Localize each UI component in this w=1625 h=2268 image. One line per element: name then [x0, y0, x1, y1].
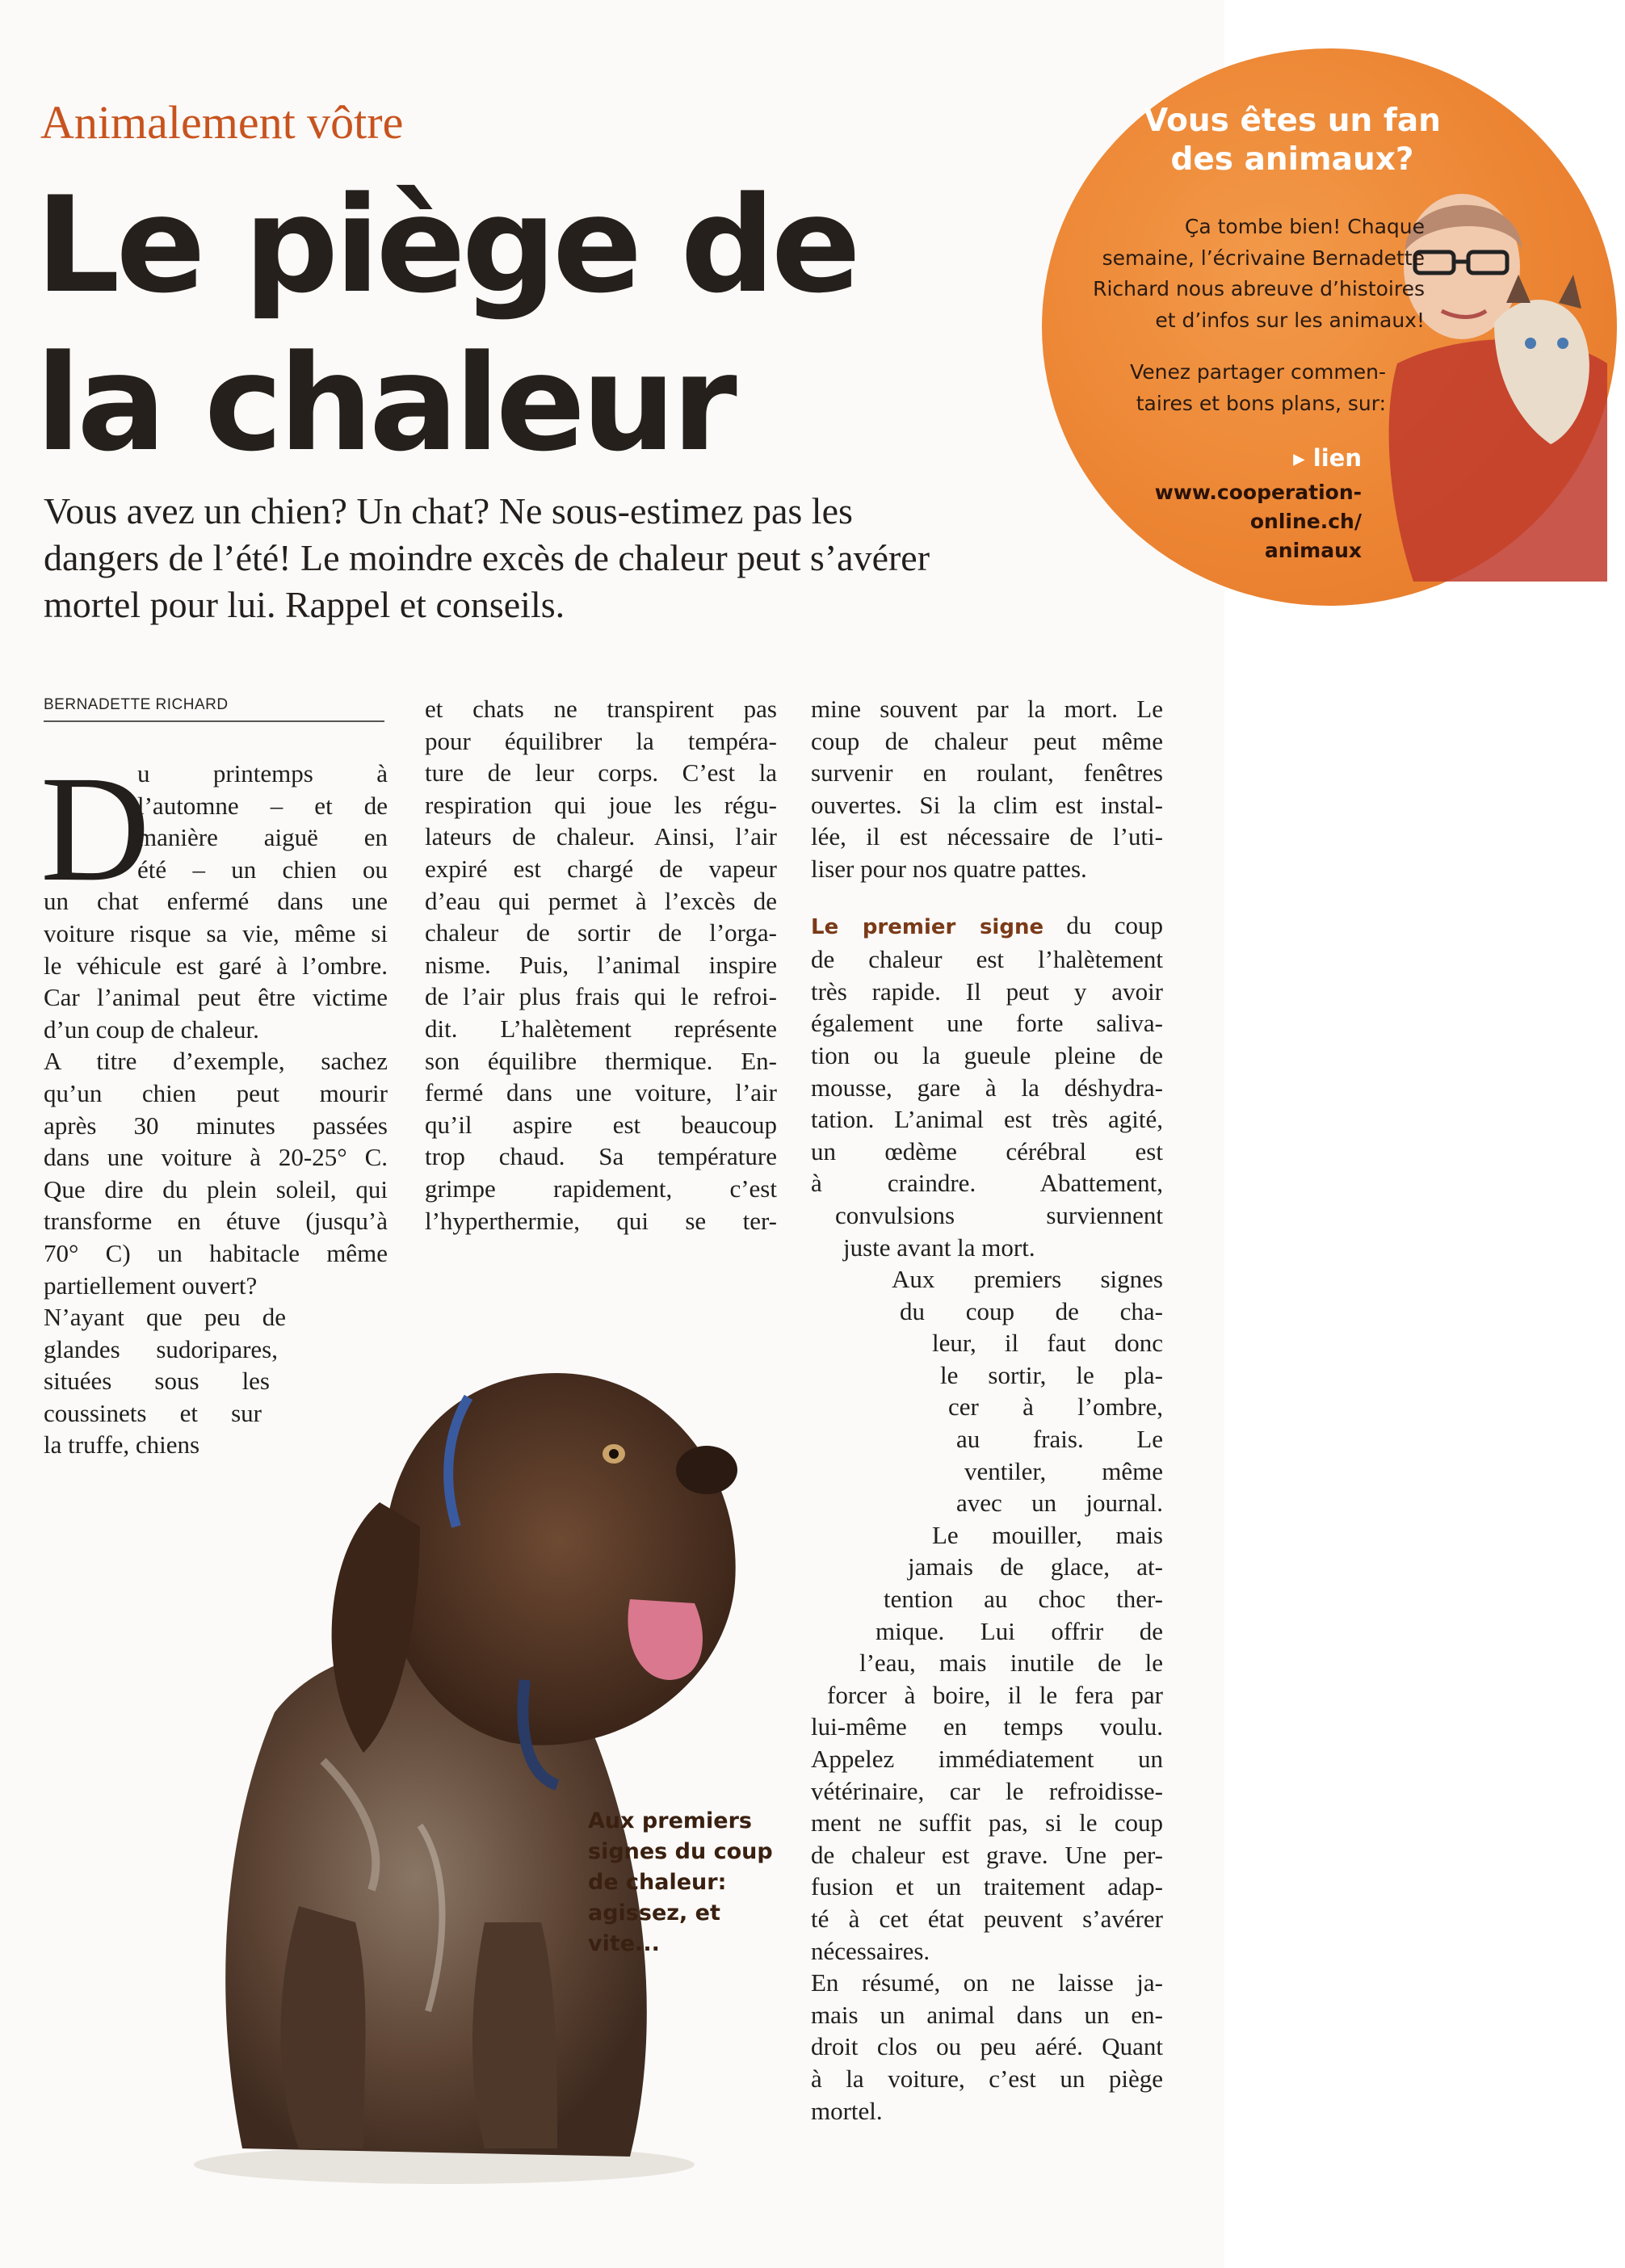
text-line: l’hyperthermie, qui se ter- — [425, 1206, 777, 1235]
text-line: mine souvent par la mort. Le — [811, 695, 1163, 723]
text-line: trop chaud. Sa température — [425, 1142, 777, 1171]
paragraph-first-line — [811, 909, 1163, 944]
caption-line: signes du coup — [588, 1839, 773, 1864]
text-line: glandes sudoripares, — [44, 1334, 278, 1363]
promo-text-line: Ça tombe bien! Chaque — [1184, 215, 1425, 238]
text-line: forcer à boire, il le fera par — [827, 1680, 1163, 1709]
photo-caption — [588, 1806, 773, 1959]
text-line: qu’il aspire est beaucoup — [425, 1110, 777, 1139]
text-line: lée, il est nécessaire de l’uti- — [811, 822, 1163, 851]
text-line: le sortir, le pla- — [940, 1360, 1163, 1389]
text-line: et chats ne transpirent pas — [425, 695, 777, 723]
text-line: droit clos ou peu aéré. Quant — [811, 2032, 1163, 2061]
promo-cta-line: Venez partager commen- — [1130, 360, 1386, 384]
lead-line: mortel pour lui. Rappel et conseils. — [44, 584, 565, 625]
text-line: En résumé, on ne laisse ja- — [811, 1968, 1163, 1997]
text-line: juste avant la mort. — [843, 1233, 1035, 1262]
promo-url-line[interactable]: www.cooperation- — [1154, 481, 1362, 504]
paragraph-text: du coup — [1043, 910, 1163, 939]
text-line: fusion et un traitement adap- — [811, 1872, 1163, 1901]
text-line: ouvertes. Si la clim est instal- — [811, 790, 1163, 819]
text-line: leur, il faut donc — [932, 1329, 1163, 1358]
text-line: A titre d’exemple, sachez — [44, 1047, 388, 1076]
byline: BERNADETTE RICHARD — [44, 696, 384, 722]
text-line: dit. L’halètement représente — [425, 1014, 777, 1043]
text-line: chaleur de sortir de l’orga- — [425, 918, 777, 947]
text-line: u printemps à — [137, 759, 388, 788]
promo-text-line: semaine, l’écrivaine Bernadette — [1102, 246, 1425, 270]
promo-title-line: Vous êtes un fan — [1144, 103, 1441, 139]
text-line: pour équilibrer la tempéra- — [425, 726, 777, 755]
text-line: expiré est chargé de vapeur — [425, 854, 777, 883]
text-line: mais un animal dans un en- — [811, 2000, 1163, 2029]
text-line: de chaleur est l’halètement — [811, 945, 1163, 974]
text-line: partiellement ouvert? — [44, 1270, 258, 1300]
text-line: à la voiture, c’est un piège — [811, 2064, 1163, 2093]
text-line: survenir en roulant, fenêtres — [811, 758, 1163, 788]
text-line: voiture risque sa vie, même si — [44, 918, 388, 947]
column-2 — [425, 693, 777, 1237]
text-line: à craindre. Abattement, — [811, 1169, 1163, 1198]
promo-text-line: et d’infos sur les animaux! — [1155, 308, 1425, 332]
caption-line: vite... — [588, 1931, 660, 1956]
text-line: grimpe rapidement, c’est — [425, 1174, 777, 1203]
text-line: le véhicule est garé à l’ombre. — [44, 951, 388, 980]
caption-line: Aux premiers — [588, 1808, 752, 1833]
text-line: lui-même en temps voulu. — [811, 1712, 1163, 1741]
text-line: son équilibre thermique. En- — [425, 1046, 777, 1075]
text-line: manière aiguë en — [137, 823, 388, 852]
text-line: nécessaires. — [811, 1936, 930, 1965]
text-line: dans une voiture à 20-25° C. — [44, 1143, 388, 1172]
text-line: également une forte saliva- — [811, 1009, 1163, 1038]
text-line: vétérinaire, car le refroidisse- — [811, 1776, 1163, 1805]
text-line: tation. L’animal est très agité, — [811, 1105, 1163, 1134]
text-line: avec un journal. — [956, 1489, 1163, 1518]
lead-line: dangers de l’été! Le moindre excès de chaleur peut s’avérer — [44, 537, 930, 578]
text-line: respiration qui joue les régu- — [425, 790, 777, 819]
text-line: ventiler, même — [964, 1456, 1163, 1485]
text-line: au frais. Le — [956, 1425, 1163, 1454]
text-line: très rapide. Il peut y avoir — [811, 976, 1163, 1006]
dog-photo — [178, 1260, 905, 2197]
article-lead — [44, 488, 1094, 628]
text-line: du coup de cha- — [900, 1296, 1163, 1325]
promo-url-link[interactable] — [1050, 478, 1362, 565]
text-line: Appelez immédiatement un — [811, 1745, 1163, 1773]
promo-cta — [1047, 357, 1386, 419]
text-line: l’automne – et de — [137, 791, 388, 820]
text-line: ment ne suffit pas, si le coup — [811, 1808, 1163, 1838]
promo-url-line[interactable]: online.ch/ — [1249, 510, 1362, 533]
drop-cap: D — [40, 744, 150, 913]
promo-cta-line: taires et bons plans, sur: — [1136, 391, 1386, 415]
text-line: tention au choc ther- — [884, 1585, 1163, 1614]
text-line: après 30 minutes passées — [44, 1111, 388, 1140]
text-line: coussinets et sur — [44, 1398, 262, 1427]
caption-line: agissez, et — [588, 1900, 720, 1926]
text-line: de chaleur est grave. Une per- — [811, 1840, 1163, 1869]
text-line: 70° C) un habitacle même — [44, 1238, 388, 1267]
text-line: d’eau qui permet à l’excès de — [425, 886, 777, 915]
text-line: nisme. Puis, l’animal inspire — [425, 950, 777, 979]
text-line: mousse, gare à la déshydra- — [811, 1073, 1163, 1102]
text-line: convulsions surviennent — [835, 1200, 1163, 1229]
text-line: coup de chaleur peut même — [811, 726, 1163, 755]
article-headline — [36, 166, 858, 483]
text-line: jamais de glace, at- — [908, 1552, 1163, 1581]
promo-title — [1066, 102, 1518, 179]
text-line: Aux premiers signes — [892, 1265, 1163, 1294]
text-line: un chat enfermé dans une — [44, 887, 388, 916]
text-line: un œdème cérébral est — [811, 1136, 1163, 1166]
text-line: N’ayant que peu de — [44, 1303, 286, 1332]
text-line: Car l’animal peut être victime — [44, 983, 388, 1012]
text-line: situées sous les — [44, 1367, 270, 1396]
text-line: la truffe, chiens — [44, 1430, 200, 1460]
promo-text — [1047, 212, 1425, 336]
text-line: té à cet état peuvent s’avérer — [811, 1904, 1163, 1933]
section-kicker: Animalement vôtre — [40, 96, 404, 149]
text-line: l’eau, mais inutile de le — [859, 1648, 1163, 1678]
promo-link-label[interactable]: ▸ lien — [1293, 444, 1362, 472]
text-line: mortel. — [811, 2096, 883, 2125]
bold-lead-in: Le premier signe — [811, 914, 1044, 939]
text-line: tion ou la gueule pleine de — [811, 1040, 1163, 1069]
text-line: été – un chien ou — [137, 855, 388, 884]
text-line: ture de leur corps. C’est la — [425, 758, 777, 788]
lead-line: Vous avez un chien? Un chat? Ne sous-estimez pas les — [44, 490, 853, 531]
promo-title-line: des animaux? — [1170, 141, 1414, 178]
promo-text-line: Richard nous abreuve d’histoires — [1093, 277, 1425, 300]
text-line: de l’air plus frais qui le refroi- — [425, 982, 777, 1011]
text-line: liser pour nos quatre pattes. — [811, 854, 1087, 883]
headline-line: la chaleur — [36, 326, 733, 481]
text-line: mique. Lui offrir de — [875, 1616, 1163, 1645]
promo-url-line[interactable]: animaux — [1264, 539, 1362, 562]
text-line: d’un coup de chaleur. — [44, 1014, 259, 1044]
text-line: cer à l’ombre, — [948, 1392, 1163, 1422]
caption-line: de chaleur: — [588, 1870, 727, 1895]
text-line: lateurs de chaleur. Ainsi, l’air — [425, 822, 777, 851]
text-line: Le mouiller, mais — [932, 1520, 1163, 1549]
text-line: Que dire du plein soleil, qui — [44, 1174, 388, 1203]
text-line: transforme en étuve (jusqu’à — [44, 1207, 388, 1236]
headline-line: Le piège de — [36, 168, 858, 322]
text-line: fermé dans une voiture, l’air — [425, 1078, 777, 1107]
text-line: qu’un chien peut mourir — [44, 1078, 388, 1107]
